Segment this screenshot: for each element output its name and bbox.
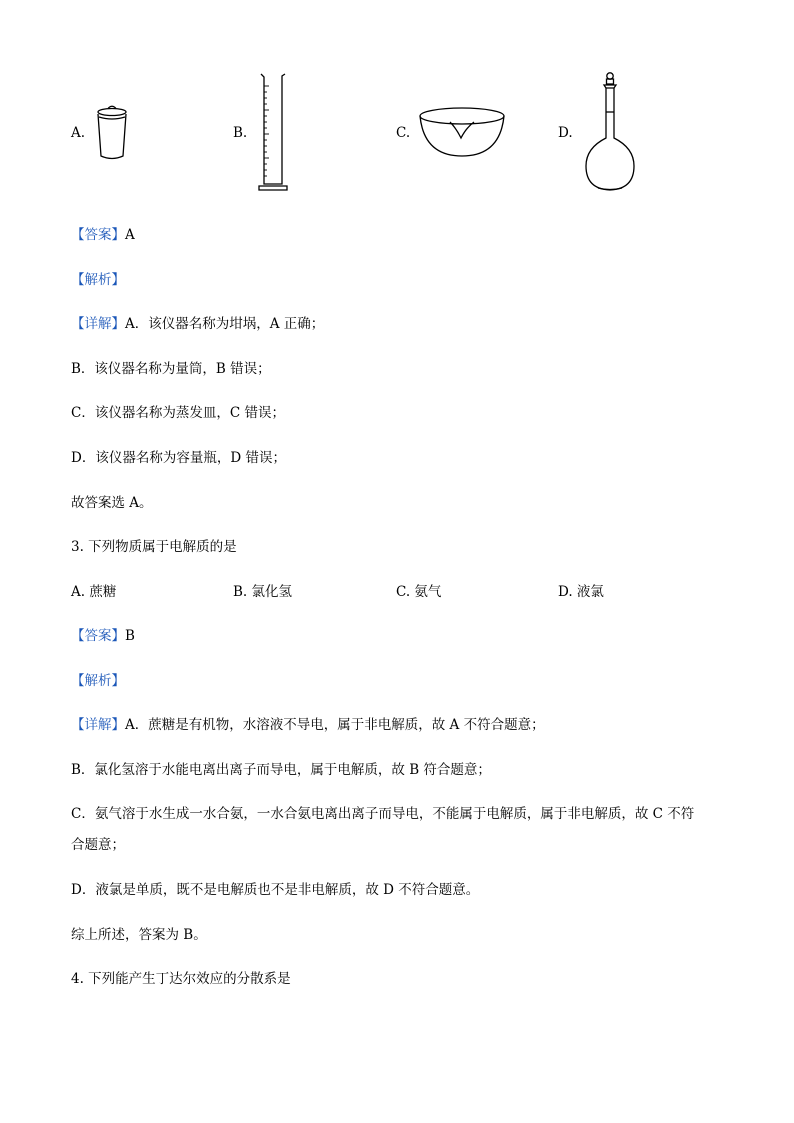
- graduated-cylinder-icon: [255, 72, 291, 194]
- option-c: C. 氨气: [396, 584, 442, 600]
- detail-line: [71, 716, 545, 734]
- detail-line: B．该仪器名称为量筒，B 错误；: [71, 361, 271, 377]
- detail-line: D．液氯是单质，既不是电解质也不是非电解质，故 D 不符合题意。: [71, 882, 480, 898]
- detail-line: B．氯化氢溶于水能电离出离子而导电，属于电解质，故 B 符合题意；: [71, 762, 491, 778]
- option-d: D. 液氯: [558, 584, 604, 600]
- option-b: B. 氯化氢: [233, 584, 293, 600]
- option-a: A. 蔗糖: [71, 584, 117, 600]
- detail-line: 故答案选 A。: [71, 495, 153, 511]
- option-label: B.: [233, 125, 248, 141]
- detail-text: A．该仪器名称为坩埚，A 正确；: [125, 316, 325, 332]
- detail-line: D．该仪器名称为容量瓶，D 错误；: [71, 450, 286, 466]
- option-label: C.: [396, 125, 411, 141]
- answer-line: [71, 226, 135, 244]
- question-stem: 3. 下列物质属于电解质的是: [71, 539, 237, 555]
- volumetric-flask-icon: [582, 70, 638, 194]
- option-label: D.: [558, 125, 573, 141]
- detail-tag: 【详解】: [71, 316, 125, 332]
- answer-value: A: [125, 227, 135, 243]
- analysis-tag: 【解析】: [71, 272, 125, 288]
- detail-line: C．该仪器名称为蒸发皿，C 错误；: [71, 405, 285, 421]
- crucible-icon: [92, 102, 132, 162]
- option-label: A.: [71, 125, 86, 141]
- analysis-tag: 【解析】: [71, 673, 125, 689]
- detail-text: A．蔗糖是有机物，水溶液不导电，属于非电解质，故 A 不符合题意；: [125, 717, 545, 733]
- detail-line: 综上所述，答案为 B。: [71, 927, 207, 943]
- detail-line: [71, 315, 324, 333]
- answer-tag: 【答案】: [71, 628, 125, 644]
- detail-line: 合题意；: [71, 837, 125, 853]
- answer-tag: 【答案】: [71, 227, 125, 243]
- detail-tag: 【详解】: [71, 717, 125, 733]
- question-stem: 4. 下列能产生丁达尔效应的分散系是: [71, 971, 291, 987]
- detail-line: C．氨气溶于水生成一水合氨，一水合氨电离出离子而导电，不能属于电解质，属于非电解质，故 C 不符: [71, 806, 695, 822]
- answer-line: [71, 627, 135, 645]
- answer-value: B: [125, 628, 135, 644]
- evaporating-dish-icon: [418, 106, 506, 158]
